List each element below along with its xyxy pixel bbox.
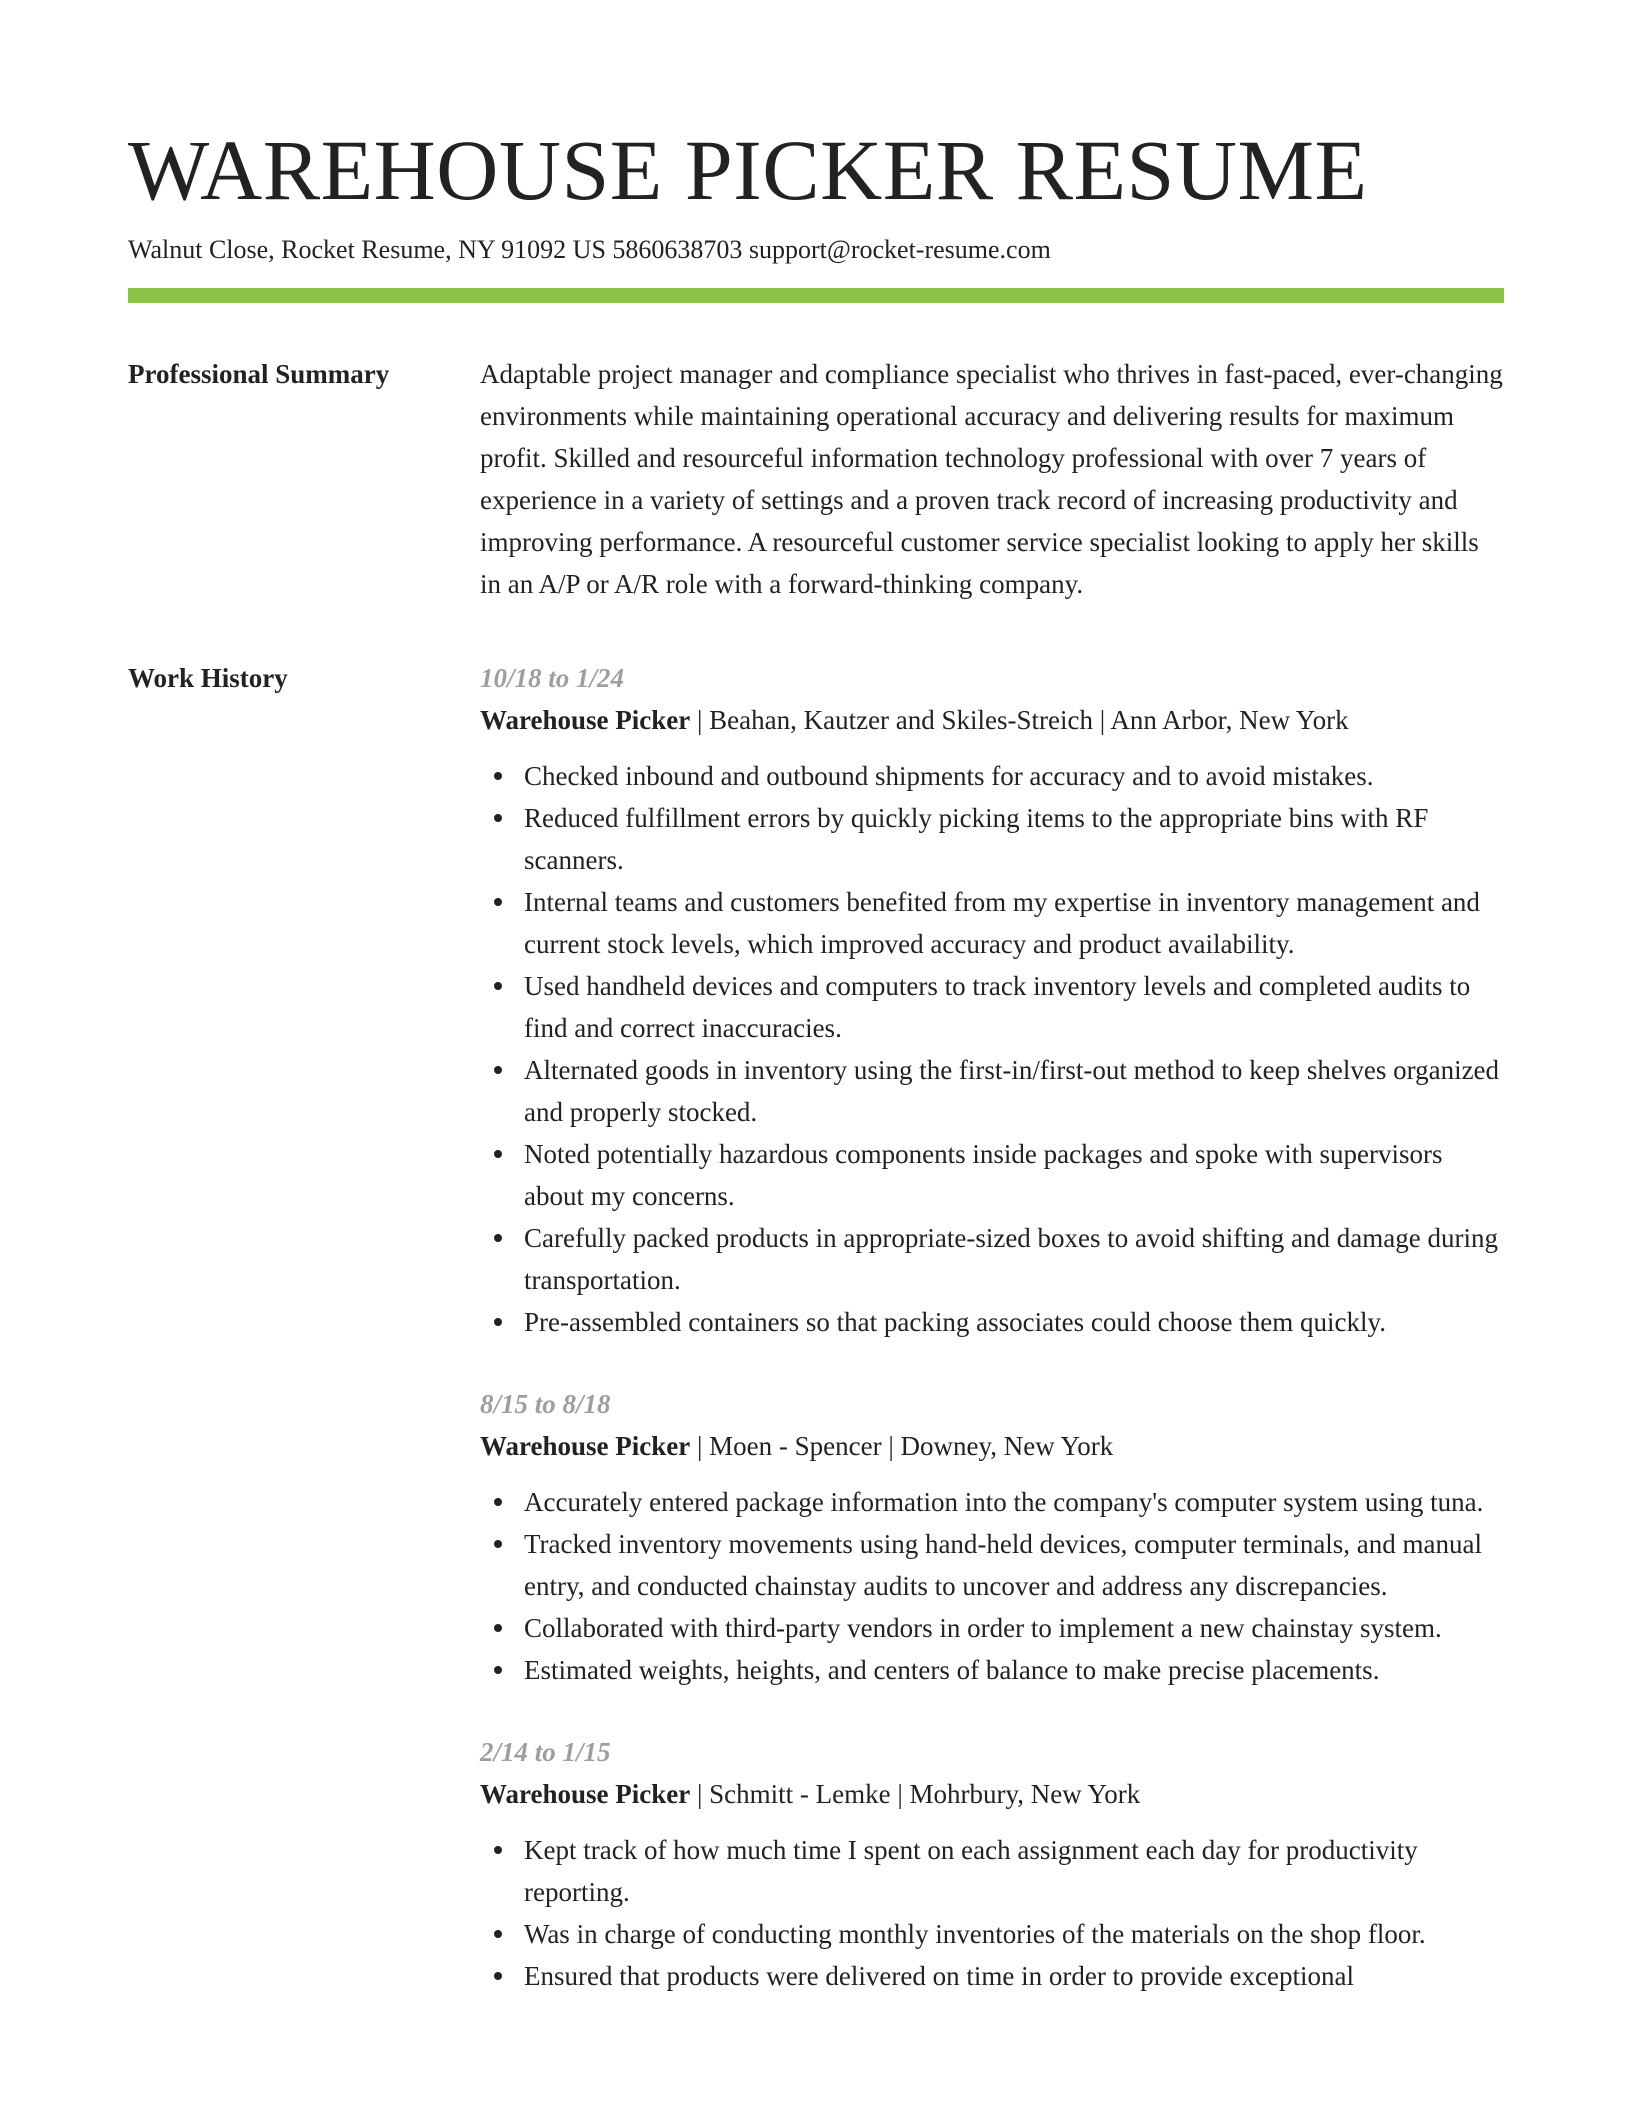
job-dates: 8/15 to 8/18 bbox=[480, 1389, 611, 1419]
job-title: Warehouse Picker bbox=[480, 705, 691, 735]
job-dates: 2/14 to 1/15 bbox=[480, 1737, 611, 1767]
accent-divider bbox=[128, 288, 1504, 303]
job-bullet: Noted potentially hazardous components inside packages and spoke with supervisors about my concerns. bbox=[524, 1133, 1504, 1217]
job-bullet: Used handheld devices and computers to track inventory levels and completed audits to find and correct inaccuracies. bbox=[524, 965, 1504, 1049]
job-company-location: | Moen - Spencer | Downey, New York bbox=[690, 1431, 1114, 1461]
job-entry bbox=[480, 1383, 1504, 1691]
job-bullet-list bbox=[480, 1829, 1504, 1997]
summary-text: Adaptable project manager and compliance specialist who thrives in fast-paced, ever-changing environments while maintaining operational accuracy and delivering results for maximum profit. Skilled and resourceful information technology professional with over 7 years of experience in a variety of settings and a proven track record of increasing productivity and improving performance. A resourceful customer service specialist looking to apply her skills in an A/P or A/R role with a forward-thinking company. bbox=[480, 359, 1503, 599]
job-bullet: Tracked inventory movements using hand-held devices, computer terminals, and manual entry, and conducted chainstay audits to uncover and address any discrepancies. bbox=[524, 1523, 1504, 1607]
summary-section bbox=[128, 353, 1504, 605]
job-entry bbox=[480, 1731, 1504, 1997]
job-bullet: Ensured that products were delivered on time in order to provide exceptional bbox=[524, 1955, 1504, 1997]
job-bullet: Estimated weights, heights, and centers of balance to make precise placements. bbox=[524, 1649, 1504, 1691]
job-bullet: Kept track of how much time I spent on each assignment each day for productivity reporting. bbox=[524, 1829, 1504, 1913]
job-title: Warehouse Picker bbox=[480, 1431, 691, 1461]
job-company-location: | Beahan, Kautzer and Skiles-Streich | Ann Arbor, New York bbox=[690, 705, 1349, 735]
job-bullet: Pre-assembled containers so that packing associates could choose them quickly. bbox=[524, 1301, 1504, 1343]
summary-heading: Professional Summary bbox=[128, 359, 390, 389]
contact-email: support@rocket-resume.com bbox=[748, 235, 1051, 264]
job-entry bbox=[480, 657, 1504, 1343]
job-bullet: Accurately entered package information into the company's computer system using tuna. bbox=[524, 1481, 1504, 1523]
contact-phone: 5860638703 bbox=[612, 235, 743, 264]
job-dates: 10/18 to 1/24 bbox=[480, 663, 625, 693]
resume-page bbox=[128, 120, 1504, 2037]
work-history-body bbox=[480, 657, 1504, 2037]
job-title: Warehouse Picker bbox=[480, 1779, 691, 1809]
contact-line bbox=[128, 234, 1504, 266]
job-bullet: Alternated goods in inventory using the first-in/first-out method to keep shelves organized and properly stocked. bbox=[524, 1049, 1504, 1133]
job-heading bbox=[480, 1425, 1504, 1467]
job-bullet: Internal teams and customers benefited from my expertise in inventory management and current stock levels, which improved accuracy and product availability. bbox=[524, 881, 1504, 965]
job-bullet: Was in charge of conducting monthly inventories of the materials on the shop floor. bbox=[524, 1913, 1504, 1955]
resume-title: WAREHOUSE PICKER RESUME bbox=[128, 122, 1368, 218]
job-bullet: Collaborated with third-party vendors in order to implement a new chainstay system. bbox=[524, 1607, 1504, 1649]
summary-body bbox=[480, 353, 1504, 605]
job-bullet: Checked inbound and outbound shipments for accuracy and to avoid mistakes. bbox=[524, 755, 1504, 797]
job-bullet-list bbox=[480, 1481, 1504, 1691]
job-company-location: | Schmitt - Lemke | Mohrbury, New York bbox=[690, 1779, 1141, 1809]
work-history-section bbox=[128, 657, 1504, 2037]
job-heading bbox=[480, 1773, 1504, 1815]
job-bullet: Carefully packed products in appropriate-sized boxes to avoid shifting and damage during transportation. bbox=[524, 1217, 1504, 1301]
job-heading bbox=[480, 699, 1504, 741]
job-bullet-list bbox=[480, 755, 1504, 1343]
work-history-heading: Work History bbox=[128, 663, 288, 693]
job-bullet: Reduced fulfillment errors by quickly picking items to the appropriate bins with RF scanners. bbox=[524, 797, 1504, 881]
contact-address: Walnut Close, Rocket Resume, NY 91092 US bbox=[128, 235, 606, 264]
